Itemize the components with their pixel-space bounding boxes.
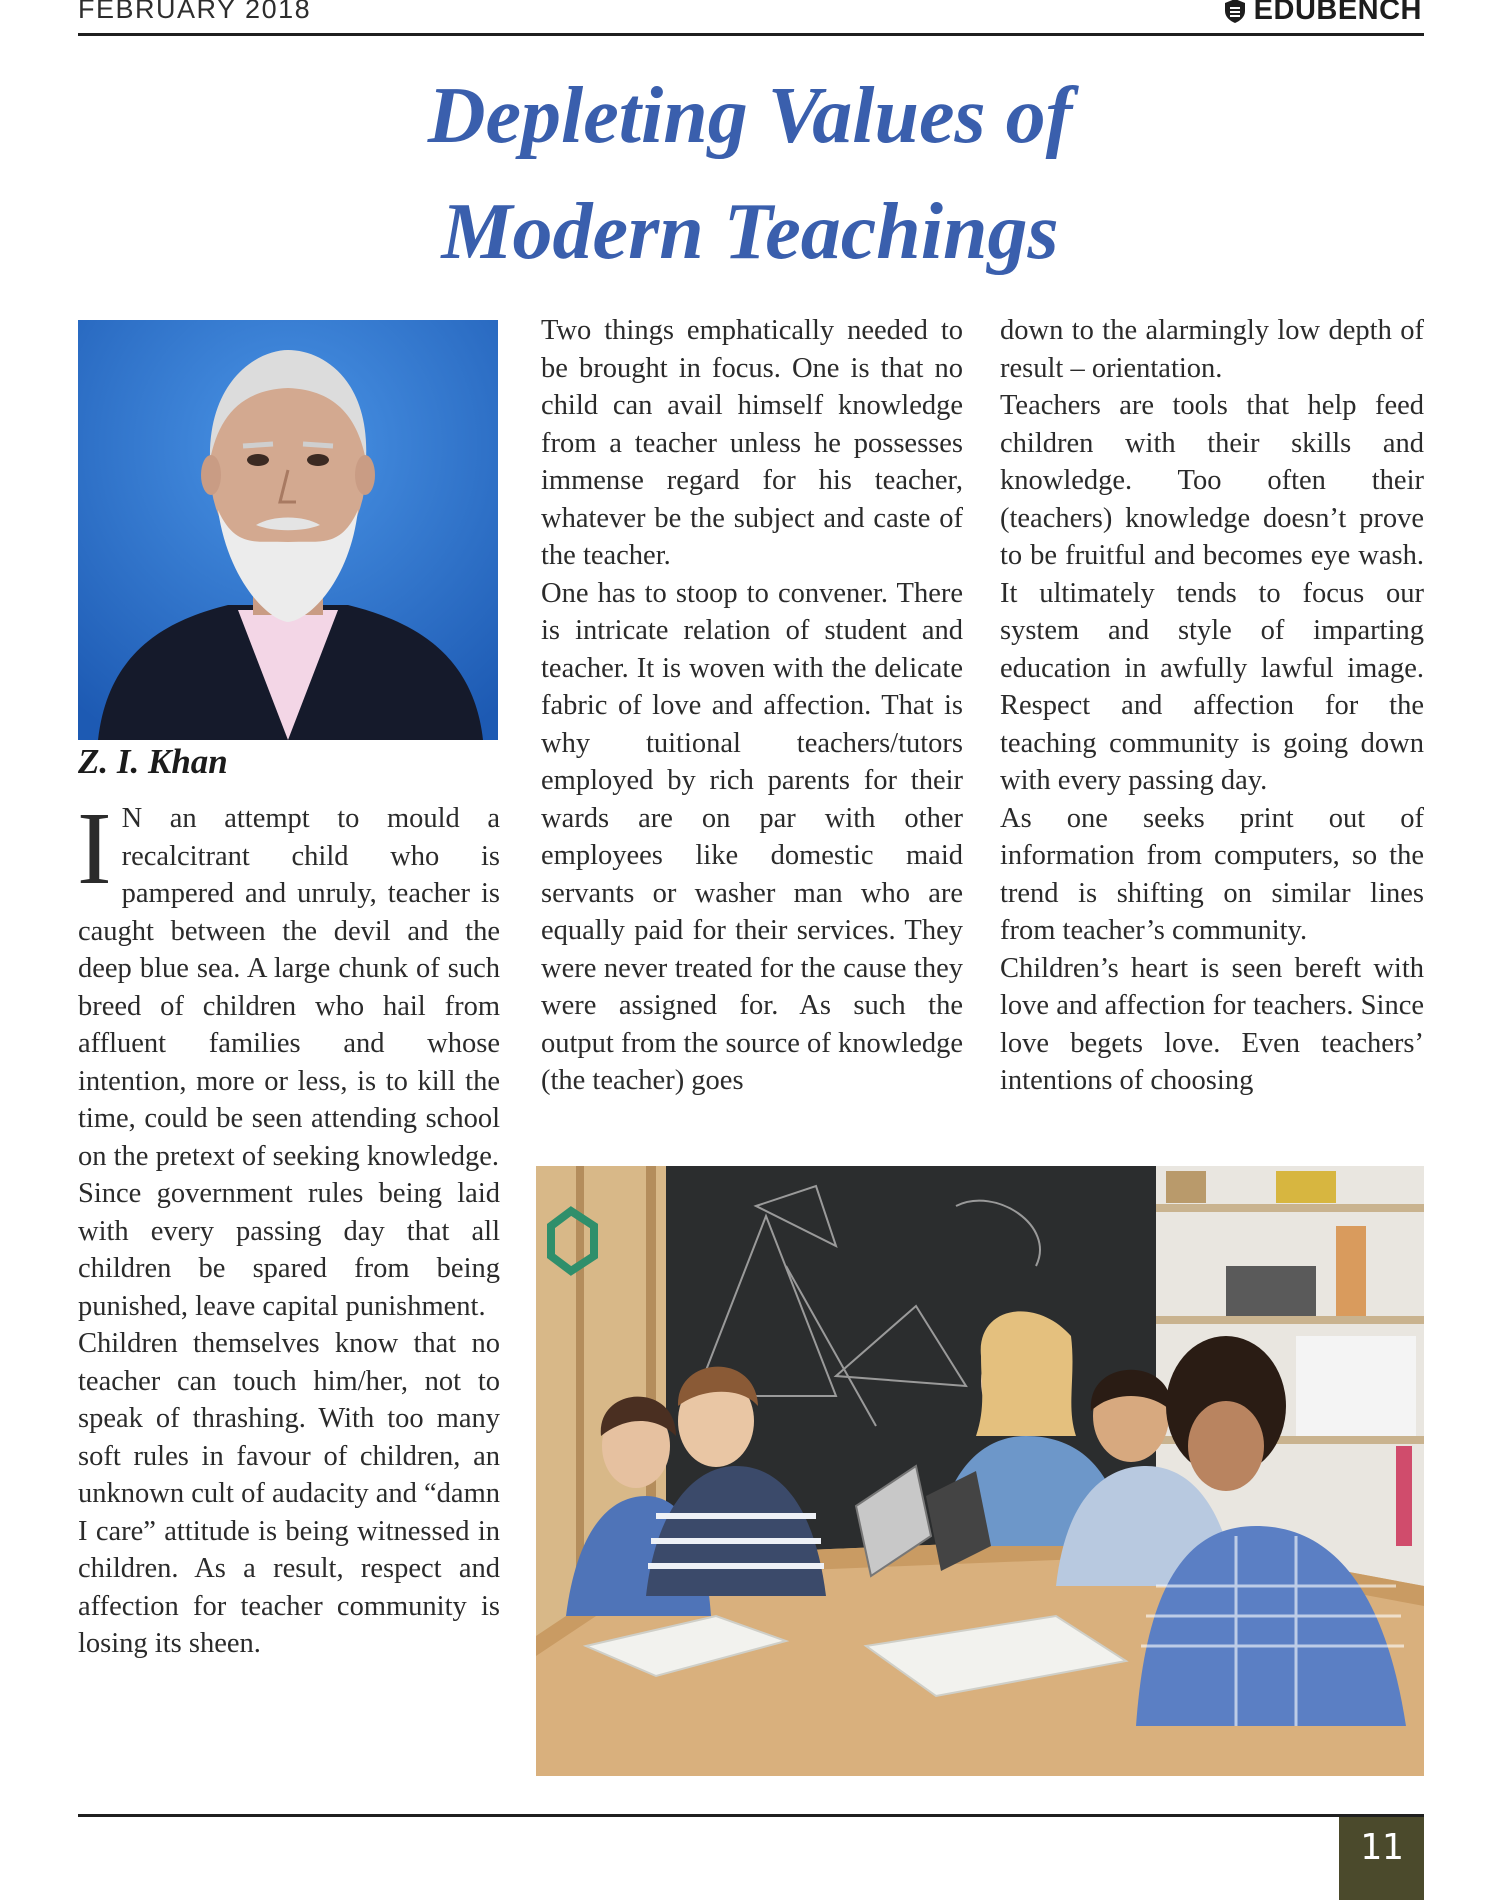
paragraph [77,791,500,1175]
author-byline: Z. I. Khan [78,742,228,781]
issue-date: FEBRUARY 2018 [78,0,312,24]
paragraph: Children’s heart is seen bereft with love and affection for teachers. Since love begets love. Even teachers’ intentions of choosing [1000,952,1424,1096]
title-line-2: Modern Teachings [441,188,1059,276]
paragraph: down to the alarmingly low depth of result – orientation. [1000,315,1424,384]
article-column-1 [77,791,500,1663]
classroom-photo [536,1166,1424,1776]
paragraph-text: N an attempt to mould a recalcitrant child who is pampered and unruly, teacher is caught between the devil and the deep blue sea. A large chunk of such breed of children who hail from affluent families and whose intention, more or less, is to kill the time, could be seen attending school on the pretext of seeking knowledge. [78,803,500,1172]
magazine-brand [1224,0,1422,27]
author-portrait [78,320,498,740]
paragraph: Two things emphatically needed to be brought in focus. One is that no child can avail himself knowledge from a teacher unless he possesses immense regard for his teacher, whatever be the subject and caste of the teacher. [541,315,963,571]
footer-divider [78,1814,1424,1817]
header-divider [78,33,1424,36]
article-title [0,58,1500,290]
paragraph: As one seeks print out of information from computers, so the trend is shifting on similar lines from teacher’s community. [1000,802,1424,946]
drop-cap: I [77,791,112,906]
title-line-1: Depleting Values of [427,72,1073,160]
article-column-3 [1000,312,1424,1100]
brand-shield-icon [1224,0,1246,24]
paragraph: Teachers are tools that help feed children with their skills and knowledge. Too often their (teachers) knowledge doesn’t prove to be fruitful and becomes eye wash. It ultimately tends to focus our system and style of imparting education in awfully lawful image. Respect and affection for the teaching community is going down with every passing day. [1000,390,1424,796]
paragraph: Since government rules being laid with every passing day that all children be spared from being punished, leave capital punishment. [78,1178,500,1322]
article-column-2 [541,312,963,1100]
paragraph: One has to stoop to convener. There is intricate relation of student and teacher. It is woven with the delicate fabric of love and affection. That is why tuitional teachers/tutors employed by rich parents for their wards are on par with other employees like domestic maid servants or washer man who are equally paid for their services. They were never treated for the cause they were assigned for. As such the output from the source of knowledge (the teacher) goes [541,577,963,1096]
page-number: 11 [1339,1817,1424,1900]
brand-name: EDUBENCH [1253,0,1422,26]
paragraph: Children themselves know that no teacher can touch him/her, not to speak of thrashing. With too many soft rules in favour of children, an unknown cult of audacity and “damn I care” attitude is being witnessed in children. As a result, respect and affection for teacher community is losing its sheen. [78,1328,500,1659]
